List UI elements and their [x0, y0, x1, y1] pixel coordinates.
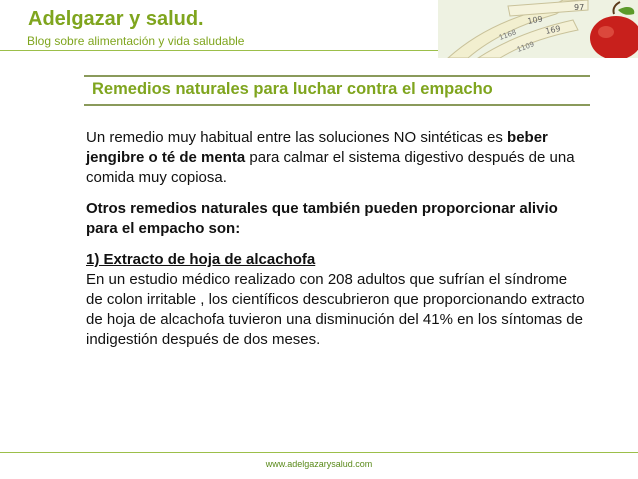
tape-number: 109 [526, 14, 544, 26]
remedy-1-text: En un estudio médico realizado con 208 adultos que sufrían el síndrome de colon irritable , los científicos descubrieron que proporcionando extracto de hoja de alcachofa tuvieron una disminución del 41% en los síntomas de indigestión después de dos meses. [86, 271, 585, 348]
header-image [438, 0, 638, 58]
remedy-1-heading: 1) Extracto de hoja de alcachofa [86, 251, 316, 268]
slide-body [86, 128, 586, 361]
intro-text-end: para calmar el sistema digestivo después de una comida muy copiosa. [86, 149, 575, 186]
other-remedies-heading: Otros remedios naturales que también pueden proporcionar alivio para el empacho son: [86, 200, 558, 237]
intro-bold: beber jengibre o té de menta [86, 129, 548, 166]
tape-number: 97 [574, 3, 585, 12]
title-rule-bottom [84, 104, 590, 106]
paragraph-remedy-1 [86, 250, 586, 350]
site-title: Adelgazar y salud. [28, 8, 204, 30]
tape-number: 1168 [497, 28, 518, 42]
measuring-tape-icon [438, 0, 638, 58]
footer-divider [0, 452, 638, 453]
intro-text-start: Un remedio muy habitual entre las soluciones NO sintéticas es [86, 129, 508, 146]
paragraph-other-remedies [86, 199, 586, 239]
title-rule-top [84, 75, 590, 77]
footer-url[interactable]: www.adelgazarysalud.com [265, 459, 373, 469]
paragraph-intro [86, 128, 586, 188]
site-tagline: Blog sobre alimentación y vida saludable [27, 34, 245, 48]
tape-number: 169 [544, 23, 562, 36]
tape-number: 1109 [515, 40, 536, 54]
slide-title: Remedios naturales para luchar contra el empacho [92, 80, 493, 98]
